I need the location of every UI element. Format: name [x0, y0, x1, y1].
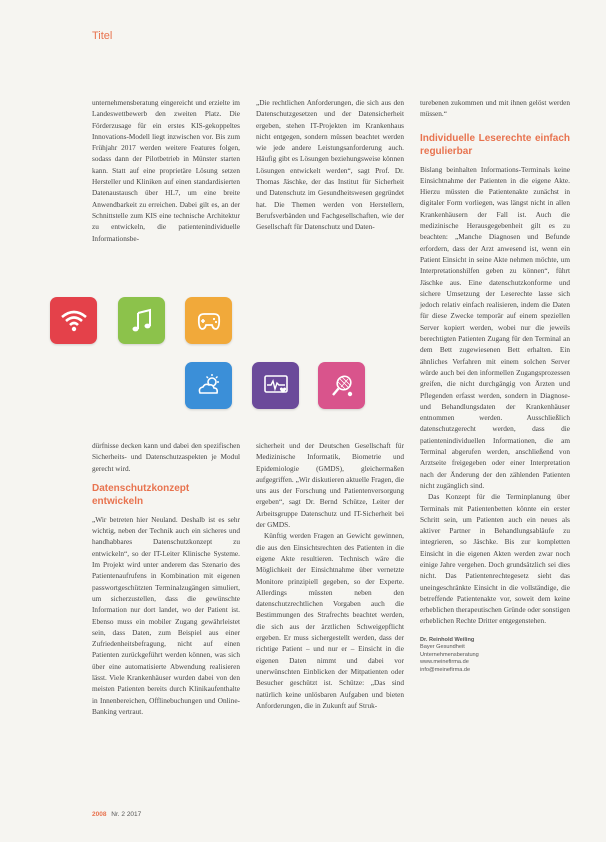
- issue-label: Nr. 2 2017: [111, 811, 142, 818]
- paragraph: Künftig werden Fragen an Gewicht gewinnen, die aus den Einsichtsrechten des Patienten in die eigene Akte resultieren. Technisch wäre die Möglichkeit der Einsichtnahme über vernetzte Monitore prinzipiell gegeben, so der Experte. Allerdings müssten neben den datenschutzrechtlichen Vorgaben auch die Bestimmungen des Strafrechts beachtet werden, die sich aus der ärztlichen Schweigepflicht ergeben. Er muss sichergestellt werden, dass der richtige Patient – und nur er – Einsicht in die eigenen Daten nimmt und dabei vor unerwünschten Einblicken der Mitpatienten oder Besucher geschützt ist. Schütze: „Das sind natürlich keine unlösbaren Aufgaben und bieten Anforderungen, die in Zukunft auf Struk-: [256, 531, 404, 710]
- author-website: www.meinefirma.de: [420, 659, 469, 666]
- gamepad-tile: [185, 297, 232, 344]
- weather-icon: [194, 371, 224, 401]
- tennis-icon: [327, 371, 357, 401]
- tennis-tile: [318, 362, 365, 409]
- author-name: Dr. Reinhold Weiling: [420, 636, 475, 643]
- column-1-top: [92, 97, 240, 244]
- heading-datenschutzkonzept: Datenschutzkonzept entwickeln: [92, 482, 190, 507]
- gamepad-icon: [194, 306, 224, 336]
- author-company: Bayer Gesundheit: [420, 644, 465, 651]
- paragraph: „Wir betreten hier Neuland. Deshalb ist es sehr wichtig, neben der Technik auch ein sicheres und handhabbares Datenschutzkonzept zu entwickeln“, so der IT-Leiter Klinische Systeme. Im Projekt wird unter anderem das Szenario des Patientenaufrufens in Kombination mit eigenen passwortgeschützten Terminalzugängen simuliert, um sicherzustellen, dass die gewünschte Information nur dort landet, wo der Patient ist. Ebenso muss ein mobiler Zugang gewährleistet sein, dass Daten, zum Beispiel aus einer Zufriedenheitsbefragung, nicht auf einen Patienten zurückgeführt werden können, was sich über eine automatisierte Abwendung realisieren lässt. Viele Krankenhäuser wurden dabei von den meisten Patienten bereits durch Klinikaufenthalte in Innenbereichen, Offlinebuchungen und Online-Banking vertraut.: [92, 514, 240, 716]
- heart-monitor-tile: [252, 362, 299, 409]
- paragraph: Bislang beinhalten Informations-Terminals keine Einsichtnahme der Patienten in die eigene Akte. Hierzu müssten die Patientenakte zunächst in digitaler Form vorliegen, was längst nicht in allen Krankenhäusern der Fall ist. Auch die medizinische Herausgegebenheit gilt es zu beachten: „Manche Diagnosen und Befunde erfordern, dass der Arzt anwesend ist, wenn ein Patient Einsicht in seine Akte nehmen möchte, um Interpretationshilfen geben zu können“, führt Jäschke aus. Eine datenschutzkonforme und sichere Umsetzung der Leserechte lasse sich jedoch relativ einfach realisieren, indem die Daten für diese Zwecke temporär auf einem speziellen Server kopiert werden, wobei nur die jeweils berechtigten Patienten Zugang für den Terminal an dem Bett zugewiesenen Bett erhalten. Ein ähnliches Verfahren mit einem solchen Server würde auch bei den informellen Zugangsprozessen greifen, die nicht durchgängig von Ärzten und Pflegenden erfasst werden, sondern in Diagnose- und Behandlungsdaten der Krankenhäuser entnommen werden. Ausschließlich datenschutzgerecht werden, dass die patientenindividuellen Informationen, die am Terminal abgerufen werden, anschließend von Arztseite freigegeben oder einer Interpretation nach der Änderung der den zählenden Patienten nicht zugänglich sind.: [420, 164, 570, 490]
- music-tile: [118, 297, 165, 344]
- column-1-bottom: [92, 440, 240, 717]
- paragraph: sicherheit und der Deutschen Gesellschaft für Medizinische Informatik, Biometrie und Epidemiologie (GMDS), gleichermaßen aufgegriffen. „Wir diskutieren aktuelle Fragen, die uns aus der Forschung und Patientenversorgung ergeben“, sagt Dr. Bernd Schütze, Leiter der Arbeitsgruppe Datenschutz und IT-Sicherheit bei der GMDS.: [256, 441, 404, 530]
- paragraph: unternehmensberatung eingereicht und erzielte im Landeswettbewerb den zweiten Platz. Die Förderzusage für ein erstes KIS-gekoppeltes Innovations-Modell liegt inzwischen vor. Bis zum Frühjahr 2017 werden weitere Features folgen, sodass dann der Pilotbetrieb in Münster starten kann. Statt auf eine proprietäre Lösung setzen Hersteller und Kliniken auf einen standardisierten Datenaustausch über HL7, um eine breite Anwendbarkeit zu erreichen. Dabei gilt es, an der Schnittstelle zum KIS eine technische Architektur zu entwickeln, die patientenindividuelle Informationsbe-: [92, 98, 240, 243]
- paragraph: turebenen zukommen und mit ihnen gelöst werden müssen.“: [420, 98, 570, 119]
- heading-leserechte: Individuelle Leserechte einfach regulierbar: [420, 132, 570, 157]
- page-number: 2008: [92, 811, 107, 818]
- paragraph: Das Konzept für die Terminplanung über Terminals mit Patientenbetten könnte ein erster Schritt sein, um Patienten auch ein neues als aktiver Partner in Behandlungsabläufe zu integrieren, so Jäschke. Bis zur kompletten Einsicht in die eigenen Akten werden zwar noch einige Jahre vergehen. Doch grundsätzlich sei dies nicht. Das Patientenrechtegesetz sieht das uneingeschränkte Einsicht in die vollständige, die betreffende Patientenakte vor, soweit dem keine erheblichen therapeutischen Gründe oder sonstigen erheblichen Rechte Dritter entgegenstehen.: [420, 492, 570, 626]
- author-role: Unternehmensberatung: [420, 651, 479, 658]
- wifi-icon: [59, 306, 89, 336]
- author-email: info@meinefirma.de: [420, 666, 471, 673]
- column-2-bottom: [256, 440, 404, 711]
- weather-tile: [185, 362, 232, 409]
- column-3: [420, 97, 570, 674]
- author-signature: [420, 637, 570, 675]
- wifi-tile: [50, 297, 97, 344]
- page-footer: [92, 811, 141, 818]
- heart-monitor-icon: [261, 371, 291, 401]
- music-note-icon: [127, 306, 157, 336]
- paragraph: dürfnisse decken kann und dabei den spezifischen Sicherheits- und Datenschutzaspekten je Modul gerecht wird.: [92, 441, 240, 473]
- paragraph: „Die rechtlichen Anforderungen, die sich aus den Datenschutzgesetzen und der Datensicherheit ergeben, stehen IT-Projekten im Krankenhaus nicht entgegen, sondern müssen beachtet werden wie jede andere Leistungsanforderung auch. Häufig gibt es Lösungen beziehungsweise können Lösungen entwickelt werden“, sagt Prof. Dr. Thomas Jäschke, der das Institut für Sicherheit und Datenschutz im Gesundheitswesen gegründet hat. Die Themen werden von Herstellern, Berufsverbänden und Fachgesellschaften, wie der Gesellschaft für Datenschutz und Daten-: [256, 98, 404, 232]
- section-label: Titel: [92, 30, 113, 42]
- column-2-top: [256, 97, 404, 233]
